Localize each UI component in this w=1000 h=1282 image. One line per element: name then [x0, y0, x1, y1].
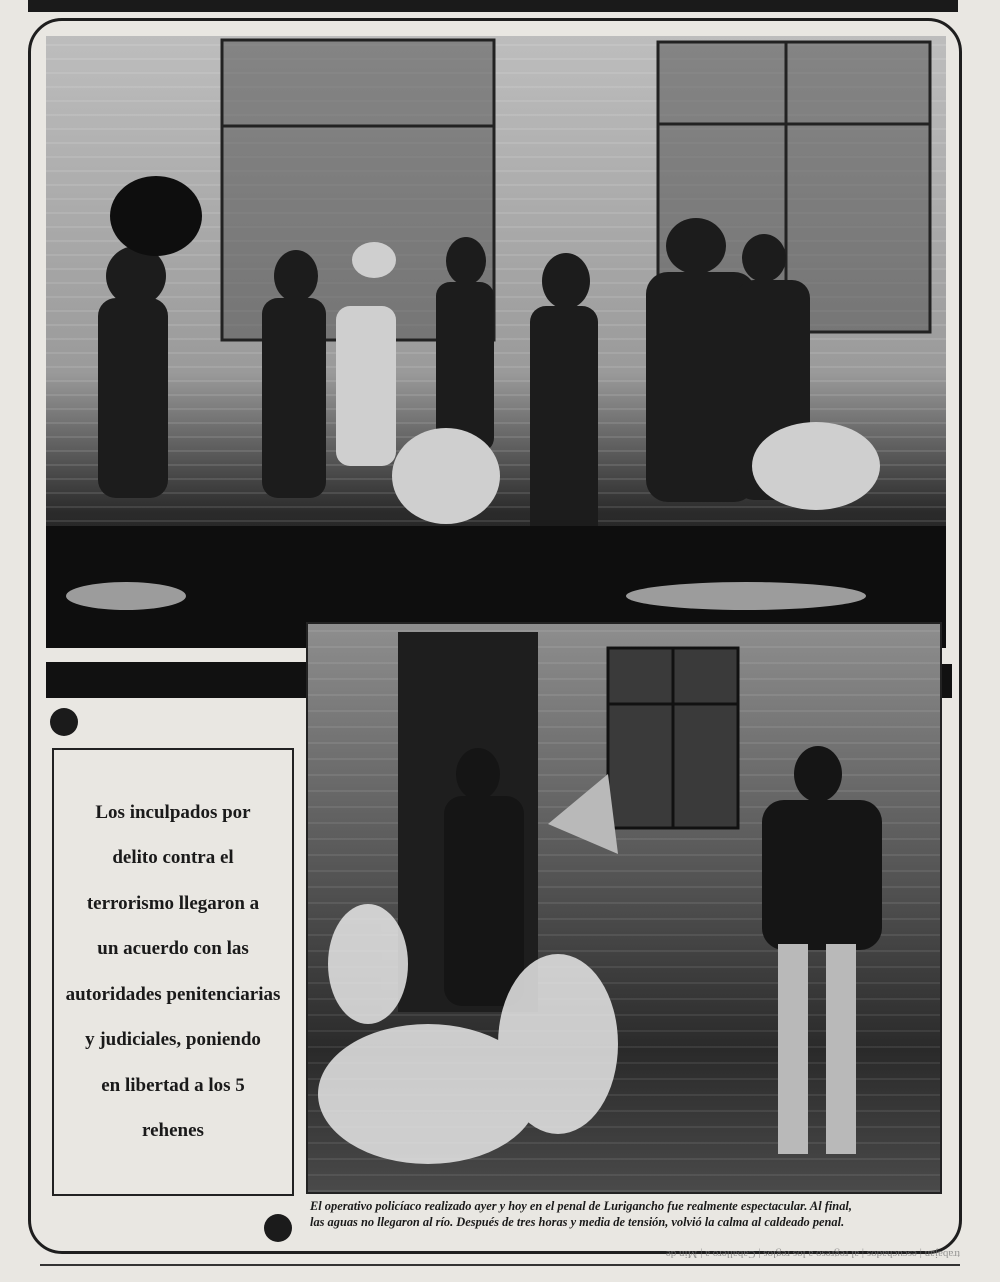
caption-line: El operativo policíaco realizado ayer y hoy en el penal de Lurigancho fue realmente espectacular. Al final,	[310, 1199, 852, 1213]
bottom-photo-illustration	[308, 624, 942, 1194]
caption-bullet	[264, 1214, 292, 1242]
pull-quote-line: delito contra el	[112, 847, 234, 869]
section-band	[46, 662, 308, 698]
pull-quote-line: autoridades penitenciarias	[65, 983, 281, 1005]
bottom-photo	[306, 622, 942, 1194]
caption-line: las aguas no llegaron al río. Después de tres horas y media de tensión, volvió la calma al caldeado penal.	[310, 1215, 845, 1229]
pull-quote-line: y judiciales, poniendo	[85, 1029, 261, 1051]
pull-quote-line: un acuerdo con las	[97, 938, 249, 960]
top-rule	[28, 0, 958, 12]
pull-quote	[52, 748, 294, 1196]
pull-quote-line: terrorismo llegaron a	[86, 892, 260, 914]
bottom-rule	[40, 1264, 960, 1266]
top-photo	[46, 36, 946, 648]
top-photo-illustration	[46, 36, 946, 648]
section-bullet	[50, 708, 78, 736]
bleed-through-text: trabajan | escuchados | al regreso a los reglos | Caballero a | Min de	[665, 1248, 960, 1260]
photo-caption	[310, 1198, 956, 1230]
pull-quote-line: en libertad a los 5	[101, 1074, 245, 1096]
pull-quote-line: rehenes	[142, 1119, 204, 1141]
pull-quote-line: Los inculpados por	[95, 802, 251, 823]
